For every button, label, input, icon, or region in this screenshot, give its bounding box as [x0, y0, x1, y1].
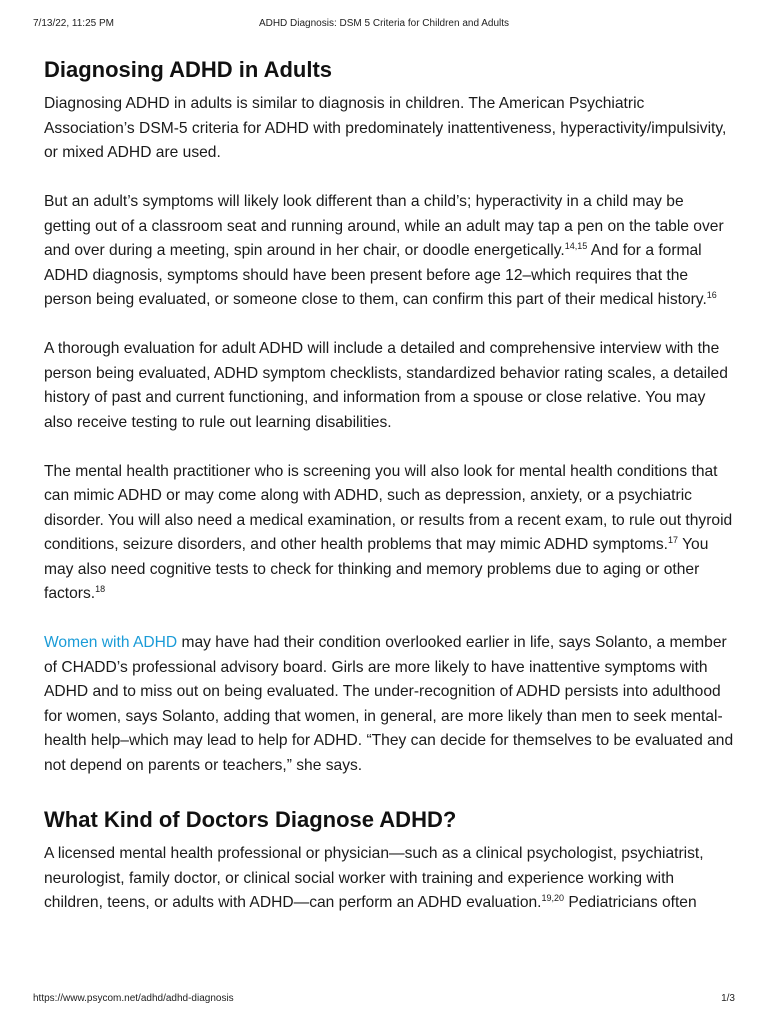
paragraph-text: may have had their condition overlooked earlier in life, says Solanto, a member of CHADD’s professional advisory board. Girls are more likely to have inattentive symptoms with ADHD and to miss out on being evaluated. The under-recognition of ADHD persists into adulthood for women, says Solanto, adding that women, in general, are more likely than men to seek mental-health help–which may lead to help for ADHD. “They can decide for themselves to be evaluated and not depend on parents or teachers,” she says. — [44, 634, 734, 774]
paragraph-text: Pediatricians often — [564, 894, 697, 911]
paragraph-adult-symptoms — [44, 190, 734, 313]
women-with-adhd-link[interactable]: Women with ADHD — [44, 634, 178, 651]
print-url: https://www.psycom.net/adhd/adhd-diagnosis — [33, 993, 234, 1004]
footnote-ref[interactable]: 17 — [668, 535, 679, 545]
paragraph-doctors — [44, 842, 734, 916]
paragraph-text: And for a formal ADHD diagnosis, symptoms should have been present before age 12–which requires that the person being evaluated, or someone close to them, can confirm this part of their medical history. — [44, 242, 707, 308]
footnote-ref[interactable]: 18 — [95, 584, 106, 594]
paragraph-evaluation: A thorough evaluation for adult ADHD will include a detailed and comprehensive interview with the person being evaluated, ADHD symptom checklists, standardized behavior rating scales, a detailed history of past and current functioning, and information from a spouse or close relative. You may also receive testing to rule out learning disabilities. — [44, 340, 728, 431]
heading-doctors: What Kind of Doctors Diagnose ADHD? — [44, 807, 457, 832]
paragraph-screening — [44, 460, 734, 607]
heading-diagnosing-adults: Diagnosing ADHD in Adults — [44, 57, 333, 82]
paragraph-text: You may also need cognitive tests to check for thinking and memory problems due to aging or other factors. — [44, 536, 709, 602]
paragraph-text: A licensed mental health professional or physician—such as a clinical psychologist, psychiatrist, neurologist, family doctor, or clinical social worker with training and experience working with children, teens, or adults with ADHD—can perform an ADHD evaluation. — [44, 845, 704, 911]
print-document-title: ADHD Diagnosis: DSM 5 Criteria for Children and Adults — [258, 18, 510, 29]
footnote-ref[interactable]: 14,15 — [564, 241, 588, 251]
paragraph-text: But an adult’s symptoms will likely look different than a child’s; hyperactivity in a child may be getting out of a classroom seat and running around, while an adult may tap a pen on the table over and over during a meeting, spin around in her chair, or doodle energetically. — [44, 193, 724, 259]
paragraph-text: The mental health practitioner who is screening you will also look for mental health conditions that can mimic ADHD or may come along with ADHD, such as depression, anxiety, or a psychiatric disorder. You will also need a medical examination, or results from a recent exam, to rule out thyroid conditions, seizure disorders, and other health problems that may mimic ADHD symptoms. — [44, 462, 733, 553]
print-footer — [33, 993, 735, 1007]
article-content — [44, 56, 734, 916]
print-date: 7/13/22, 11:25 PM — [33, 18, 114, 29]
paragraph-women — [44, 631, 734, 778]
footnote-ref[interactable]: 16 — [706, 290, 717, 300]
page-number: 1/3 — [721, 993, 735, 1004]
paragraph-adults-intro: Diagnosing ADHD in adults is similar to diagnosis in children. The American Psychiatric Association’s DSM-5 criteria for ADHD with predominately inattentiveness, hyperactivity/impulsivity, or mixed ADHD are used. — [44, 95, 727, 161]
footnote-ref[interactable]: 19,20 — [541, 893, 565, 903]
print-header — [33, 18, 735, 32]
